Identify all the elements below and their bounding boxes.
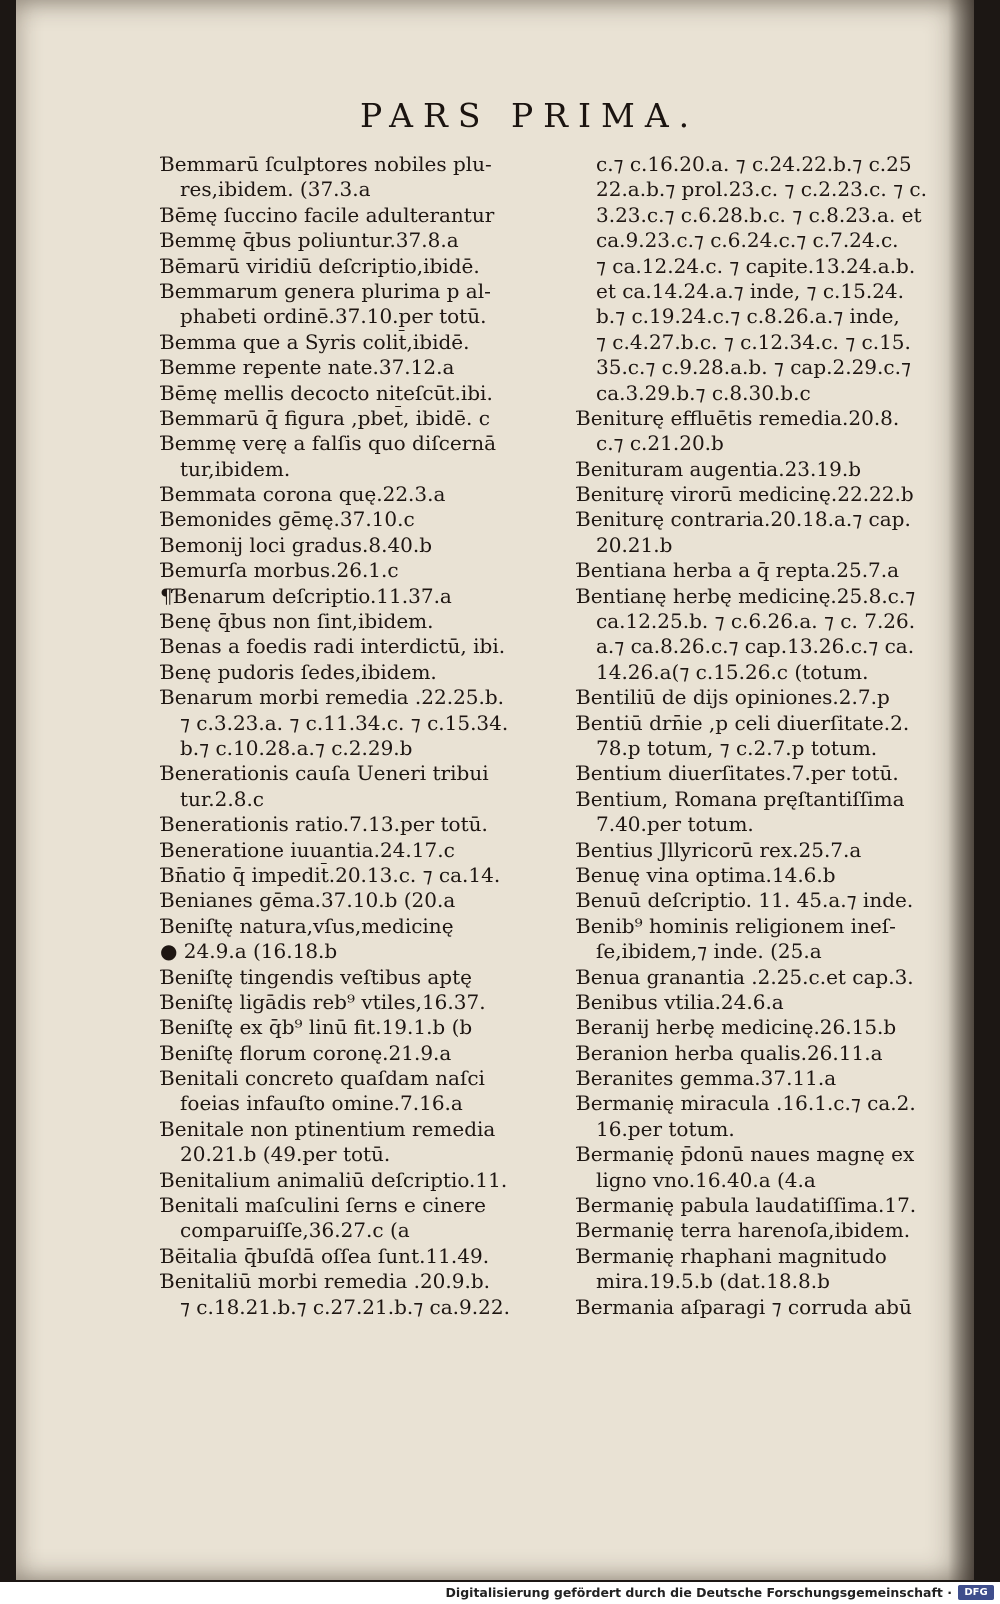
index-entry-line: 22.a.b.⁊ prol.23.c. ⁊ c.2.23.c. ⁊ c. xyxy=(596,177,927,202)
index-entry-line: Ɓenitali maſculini ſerns e cinere xyxy=(160,1193,486,1218)
index-entry-line: Ɓemmarum genera plurima p al- xyxy=(160,278,491,303)
index-entry-line: ¶Ɓenarum deſcriptio.11.37.a xyxy=(160,583,452,608)
index-entry-line: Ɓenarum morbi remedia .22.25.b. xyxy=(160,685,505,710)
index-entry-line: c.⁊ c.21.20.b xyxy=(596,431,724,456)
index-entry-line: et ca.14.24.a.⁊ inde, ⁊ c.15.24. xyxy=(596,278,905,303)
index-entry-line: ⁊ c.3.23.a. ⁊ c.11.34.c. ⁊ c.15.34. xyxy=(180,710,509,735)
index-entry-line: Ɓermania aſparagi ⁊ corruda abū xyxy=(576,1294,912,1319)
index-entry-line: Ɓenas a foedis radi interdictū, ibi. xyxy=(160,634,506,659)
index-entry-line: phabeti ordinē.37.10.per totū. xyxy=(180,304,487,329)
index-column-right xyxy=(576,152,976,1320)
index-entry-line: Ɓermanię miracula .16.1.c.⁊ ca.2. xyxy=(576,1091,916,1116)
index-entry-line: Ɓemme repente nate.37.12.a xyxy=(160,355,455,380)
index-entry-line: ca.3.29.b.⁊ c.8.30.b.c xyxy=(596,380,811,405)
index-entry-line: Ɓenerationis cauſa Ueneri tribui xyxy=(160,761,489,786)
index-entry-line: Ɓenuū deſcriptio. 11. 45.a.⁊ inde. xyxy=(576,888,914,913)
index-entry-line: 20.21.b (49.per totū. xyxy=(180,1142,391,1167)
funding-notice: Digitalisierung gefördert durch die Deutsche Forschungsgemeinschaft · xyxy=(445,1585,952,1600)
page-heading: PARS PRIMA. xyxy=(360,96,700,135)
index-entry-line: Ɓemmę q̄bus poliuntur.37.8.a xyxy=(160,228,459,253)
index-entry-line: Ɓenua granantia .2.25.c.et cap.3. xyxy=(576,964,914,989)
index-entry-line: Ɓemmę verę a falſis quo diſcernā xyxy=(160,431,497,456)
index-entry-line: Ɓenerationis ratio.7.13.per totū. xyxy=(160,812,488,837)
index-entry-line: Ɓēmę ſuccino facile adulterantur xyxy=(160,202,495,227)
index-entry-line: Ɓentiana herba a q̄ repta.25.7.a xyxy=(576,558,900,583)
index-entry-line: Ɓēmę mellis decocto niteſcūt.ibi. xyxy=(160,380,493,405)
index-entry-line: res,ibidem. (37.3.a xyxy=(180,177,371,202)
index-entry-line: b.⁊ c.19.24.c.⁊ c.8.26.a.⁊ inde, xyxy=(596,304,900,329)
index-entry-line: Ɓn̄atio q̄ impedit̄.20.13.c. ⁊ ca.14. xyxy=(160,862,501,887)
index-entry-line: Ɓenuę vina optima.14.6.b xyxy=(576,862,836,887)
index-entry-line: foeias infauſto omine.7.16.a xyxy=(180,1091,463,1116)
index-entry-line: Ɓeniſtę ex q̄b⁹ linū fit.19.1.b (b xyxy=(160,1015,473,1040)
index-entry-line: Ɓermanię pabula laudatiſſima.17. xyxy=(576,1193,917,1218)
index-entry-line: 78.p totum, ⁊ c.2.7.p totum. xyxy=(596,735,878,760)
footer-bar xyxy=(0,1582,1000,1604)
index-entry-line: Ɓentiliū de dijs opiniones.2.7.p xyxy=(576,685,890,710)
index-entry-line: Ɓenę q̄bus non ſint,ibidem. xyxy=(160,609,434,634)
index-entry-line: Ɓenibus vtilia.24.6.a xyxy=(576,989,784,1014)
index-entry-line: ſe,ibidem,⁊ inde. (25.a xyxy=(596,939,822,964)
index-entry-line: ⁊ ca.12.24.c. ⁊ capite.13.24.a.b. xyxy=(596,253,916,278)
index-entry-line: Ɓeniturę effluētis remedia.20.8. xyxy=(576,405,900,430)
index-entry-line: ⁊ c.4.27.b.c. ⁊ c.12.34.c. ⁊ c.15. xyxy=(596,329,911,354)
index-entry-line: Ɓermanię rhaphani magnitudo xyxy=(576,1243,887,1268)
index-entry-line: ● 24.9.a (16.18.b xyxy=(160,939,338,964)
index-entry-line: Ɓenitalium animaliū deſcriptio.11. xyxy=(160,1167,508,1192)
index-entry-line: ⁊ c.18.21.b.⁊ c.27.21.b.⁊ ca.9.22. xyxy=(180,1294,510,1319)
index-entry-line: 14.26.a(⁊ c.15.26.c (totum. xyxy=(596,659,869,684)
index-entry-line: Ɓeniſtę ligādis reb⁹ vtiles,16.37. xyxy=(160,989,486,1014)
index-entry-line: 7.40.per totum. xyxy=(596,812,754,837)
index-entry-line: 16.per totum. xyxy=(596,1116,735,1141)
index-entry-line: tur,ibidem. xyxy=(180,456,291,481)
index-entry-line: Ɓemma que a Syris colit̄,ibidē. xyxy=(160,329,470,354)
index-entry-line: Ɓēmarū viridiū deſcriptio,ibidē. xyxy=(160,253,480,278)
index-column-left xyxy=(160,152,560,1320)
index-entry-line: ligno vno.16.40.a (4.a xyxy=(596,1167,816,1192)
index-entry-line: ca.9.23.c.⁊ c.6.24.c.⁊ c.7.24.c. xyxy=(596,228,899,253)
book-page xyxy=(16,0,974,1580)
index-entry-line: Ɓeranites gemma.37.11.a xyxy=(576,1066,837,1091)
index-entry-line: c.⁊ c.16.20.a. ⁊ c.24.22.b.⁊ c.25 xyxy=(596,152,912,176)
index-entry-line: Ɓenituram augentia.23.19.b xyxy=(576,456,861,481)
index-entry-line: Ɓemmata corona quę.22.3.a xyxy=(160,482,446,507)
index-entry-line: Ɓenitale non ptinentium remedia xyxy=(160,1116,496,1141)
index-entry-line: Ɓeniſtę tingendis veſtibus aptę xyxy=(160,964,472,989)
index-entry-line: 20.21.b xyxy=(596,532,673,557)
index-entry-line: Ɓeniturę contraria.20.18.a.⁊ cap. xyxy=(576,507,911,532)
index-entry-line: 3.23.c.⁊ c.6.28.b.c. ⁊ c.8.23.a. et xyxy=(596,202,922,227)
index-entry-line: Ɓenitaliū morbi remedia .20.9.b. xyxy=(160,1269,491,1294)
index-entry-line: Ɓentium, Romana pręſtantiſſima xyxy=(576,786,905,811)
index-entry-line: ca.12.25.b. ⁊ c.6.26.a. ⁊ c. 7.26. xyxy=(596,609,916,634)
index-entry-line: a.⁊ ca.8.26.c.⁊ cap.13.26.c.⁊ ca. xyxy=(596,634,915,659)
index-entry-line: Ɓentiū drn̄ie ,p celi diuerſitate.2. xyxy=(576,710,910,735)
index-entry-line: Ɓeranion herba qualis.26.11.a xyxy=(576,1040,883,1065)
index-entry-line: 35.c.⁊ c.9.28.a.b. ⁊ cap.2.29.c.⁊ xyxy=(596,355,911,380)
index-entry-line: Ɓentium diuerſitates.7.per totū. xyxy=(576,761,899,786)
index-entry-line: Ɓenę pudoris ſedes,ibidem. xyxy=(160,659,437,684)
index-entry-line: Ɓenitali concreto quaſdam naſci xyxy=(160,1066,485,1091)
index-entry-line: b.⁊ c.10.28.a.⁊ c.2.29.b xyxy=(180,735,413,760)
index-entry-line: Ɓemonij loci gradus.8.40.b xyxy=(160,532,433,557)
index-entry-line: comparuiſſe,36.27.c (a xyxy=(180,1218,410,1243)
index-entry-line: Ɓentius Jllyricorū rex.25.7.a xyxy=(576,837,862,862)
index-entry-line: mira.19.5.b (dat.18.8.b xyxy=(596,1269,830,1294)
index-entry-line: Ɓeneratione iuuantia.24.17.c xyxy=(160,837,455,862)
index-entry-line: Ɓemurſa morbus.26.1.c xyxy=(160,558,399,583)
index-entry-line: Ɓenianes gēma.37.10.b (20.a xyxy=(160,888,456,913)
index-entry-line: Ɓentianę herbę medicinę.25.8.c.⁊ xyxy=(576,583,916,608)
index-entry-line: Ɓeniturę virorū medicinę.22.22.b xyxy=(576,482,914,507)
index-entry-line: Ɓēitalia q̄buſdā oſſea ſunt.11.49. xyxy=(160,1243,490,1268)
index-entry-line: Ɓemmarū ſculptores nobiles plu- xyxy=(160,152,492,176)
index-entry-line: Ɓemmarū q̄ figura ,pbet̄, ibidē. c xyxy=(160,405,490,430)
index-entry-line: Ɓermanię p̄donū naues magnę ex xyxy=(576,1142,915,1167)
index-entry-line: Ɓemonides gēmę.37.10.c xyxy=(160,507,415,532)
index-entry-line: Ɓeranij herbę medicinę.26.15.b xyxy=(576,1015,897,1040)
index-entry-line: Ɓenib⁹ hominis religionem ineſ- xyxy=(576,913,896,938)
index-entry-line: Ɓeniſtę florum coronę.21.9.a xyxy=(160,1040,452,1065)
index-entry-line: Ɓermanię terra harenoſa,ibidem. xyxy=(576,1218,911,1243)
index-entry-line: Ɓeniſtę natura,vſus,medicinę xyxy=(160,913,454,938)
dfg-logo: DFG xyxy=(958,1585,994,1600)
index-entry-line: tur.2.8.c xyxy=(180,786,265,811)
